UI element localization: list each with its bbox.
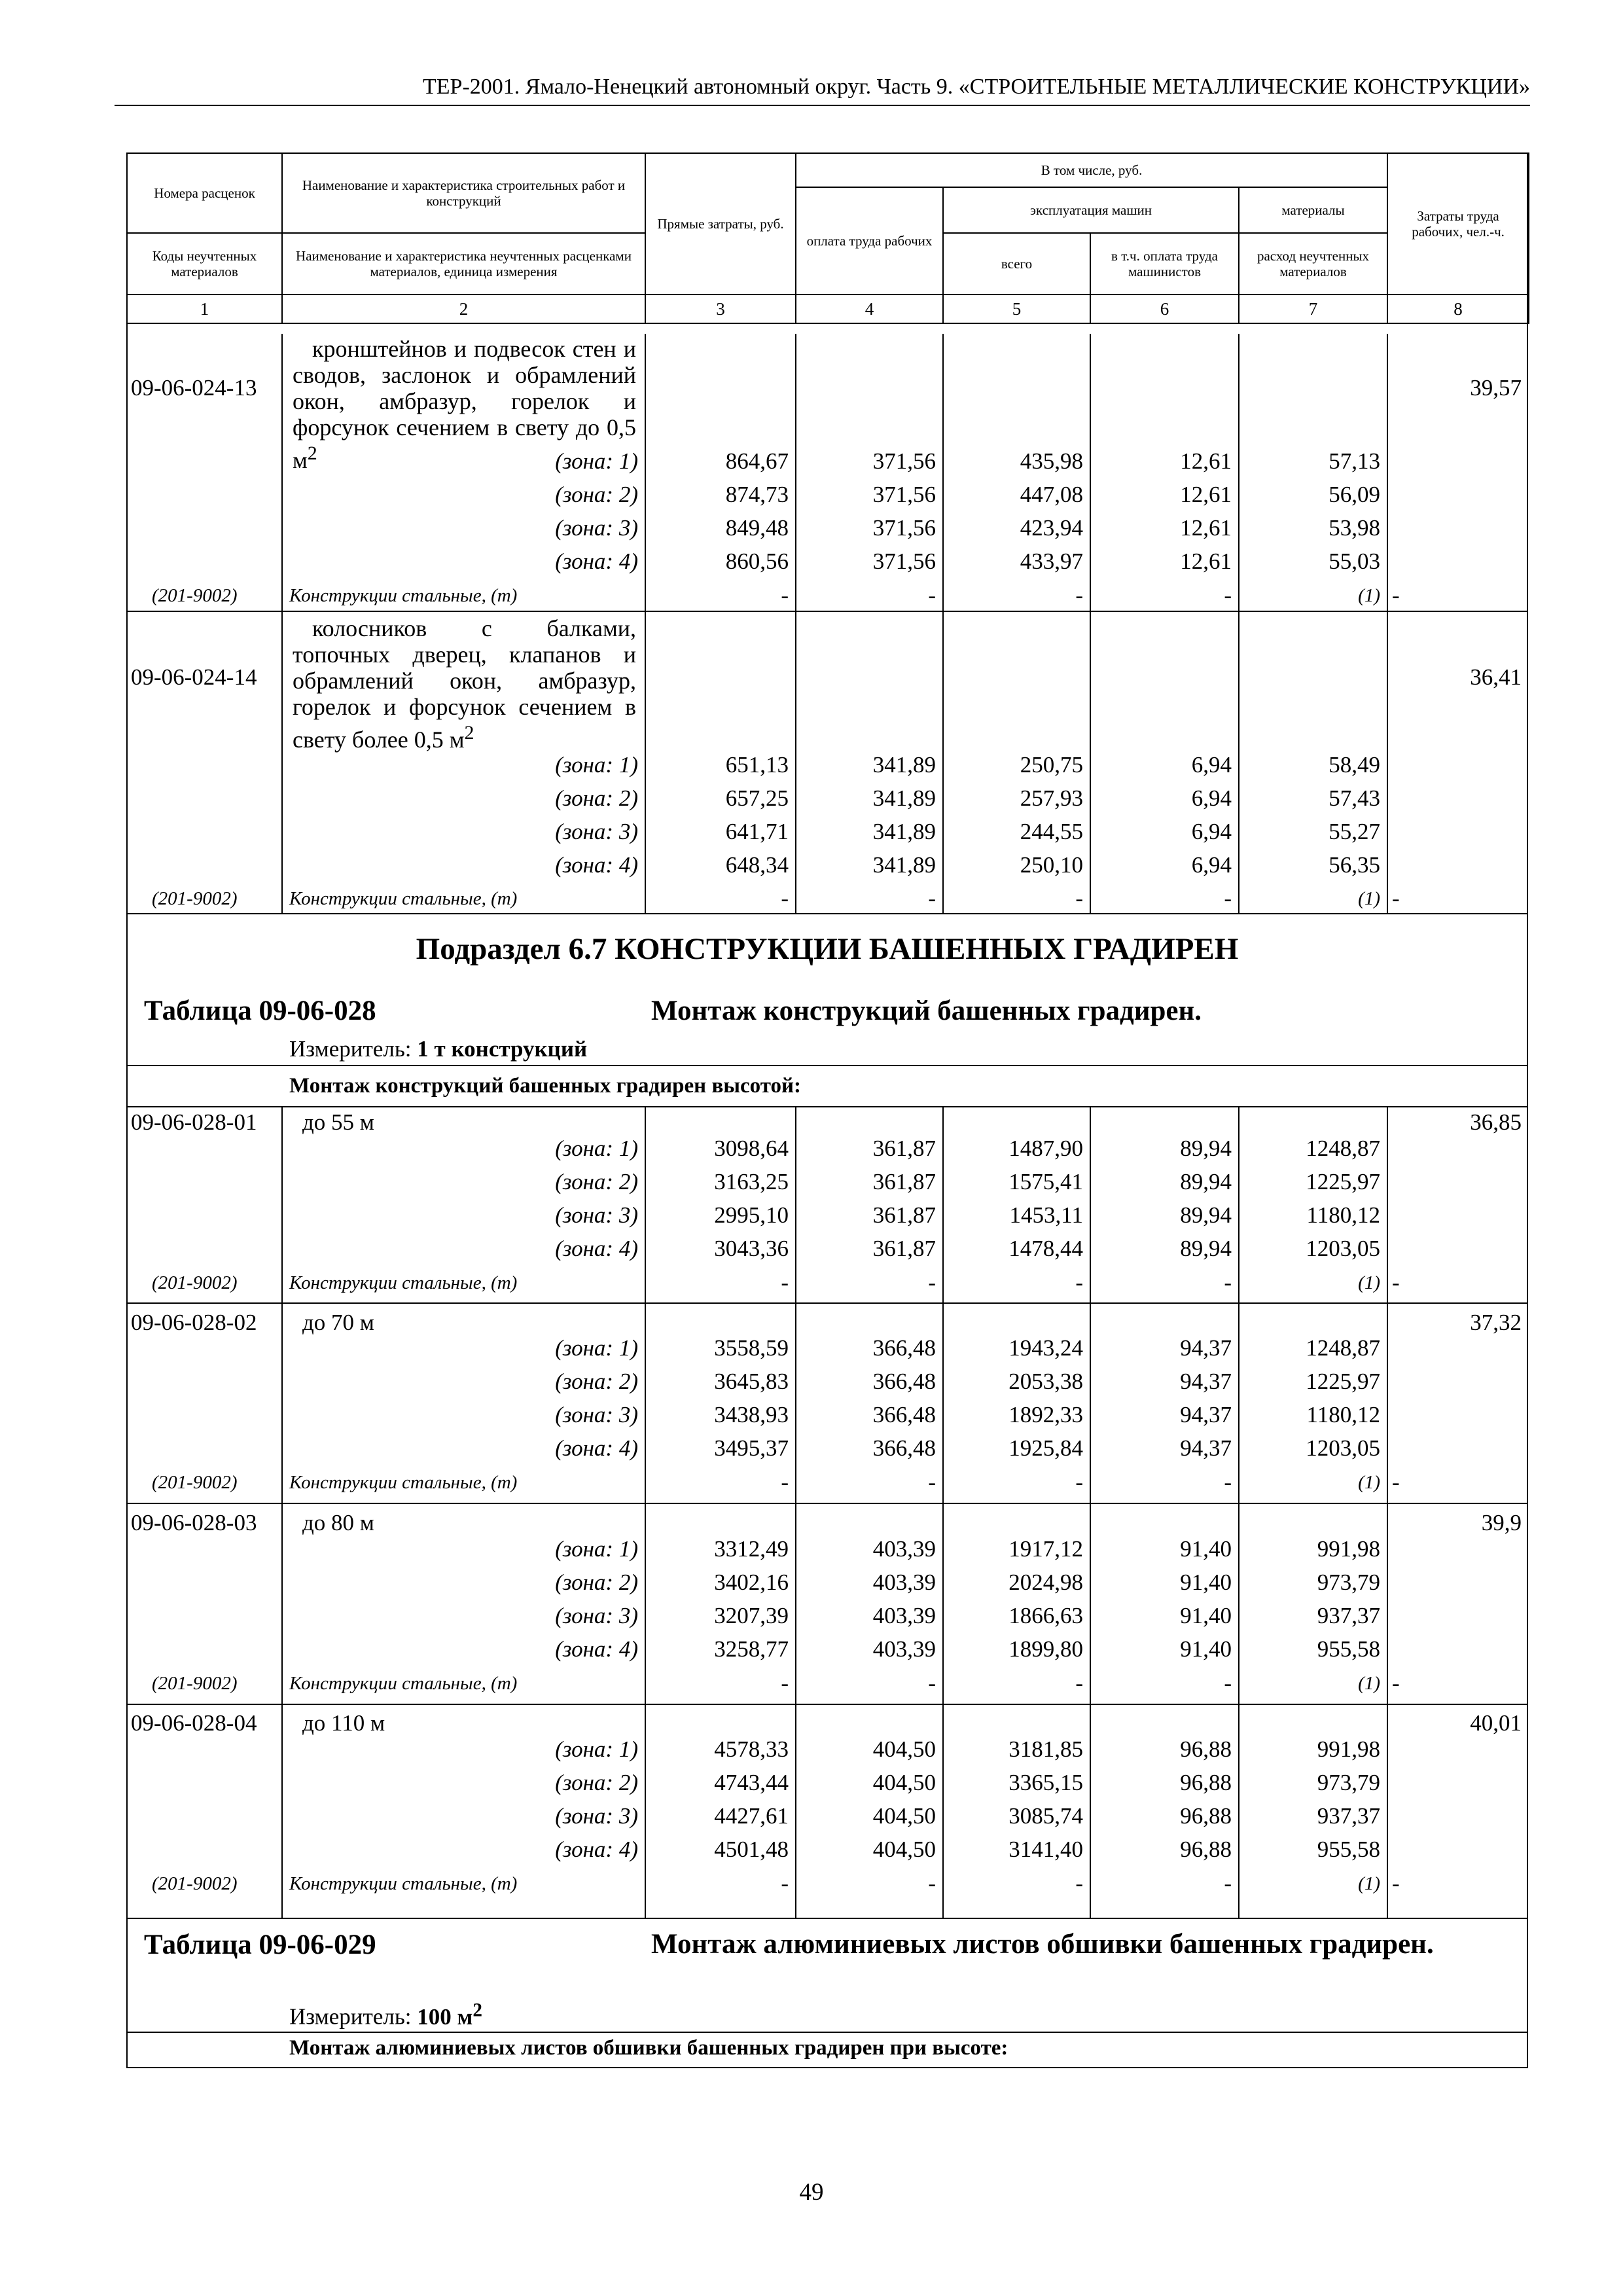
zone-value-c5: 423,94 bbox=[1020, 515, 1083, 541]
table-28-section-label: Монтаж конструкций башенных градирен высотой: bbox=[289, 1074, 802, 1098]
zone-label: (зона: 4) bbox=[555, 548, 638, 574]
zone-label: (зона: 4) bbox=[555, 852, 638, 878]
zone-value-c6: 6,94 bbox=[1191, 752, 1232, 778]
table-29-description: Монтаж алюминиевых листов обшивки башенных градирен. bbox=[651, 1929, 1434, 1960]
zone-value-c5: 3141,40 bbox=[1008, 1837, 1083, 1862]
grid-line bbox=[281, 334, 283, 913]
zone-value-c7: 1248,87 bbox=[1306, 1335, 1380, 1361]
material-code: (201-9002) bbox=[152, 1272, 238, 1293]
zone-value-c5: 1943,24 bbox=[1008, 1335, 1083, 1361]
dash: - bbox=[928, 886, 936, 911]
zone-value-c3: 864,67 bbox=[725, 448, 789, 474]
rate-name: до 110 м bbox=[302, 1710, 385, 1736]
header-direct-costs: Прямые затраты, руб. bbox=[645, 153, 796, 295]
zone-label: (зона: 4) bbox=[555, 1837, 638, 1862]
header-operator-pay: в т.ч. оплата труда машинистов bbox=[1090, 233, 1239, 295]
zone-value-c5: 1575,41 bbox=[1008, 1169, 1083, 1194]
zone-value-c4: 361,87 bbox=[872, 1236, 936, 1261]
header-including: В том числе, руб. bbox=[796, 153, 1387, 187]
zone-value-c3: 641,71 bbox=[725, 819, 789, 844]
zone-value-c4: 361,87 bbox=[872, 1136, 936, 1161]
material-name: Конструкции стальные, (т) bbox=[289, 1673, 518, 1694]
dash: - bbox=[1392, 1871, 1400, 1896]
zone-value-c6: 91,40 bbox=[1180, 1536, 1232, 1562]
zone-value-c3: 651,13 bbox=[725, 752, 789, 778]
header-labor: Затраты труда рабочих, чел.-ч. bbox=[1387, 153, 1529, 295]
zone-value-c4: 366,48 bbox=[872, 1335, 936, 1361]
zone-label: (зона: 3) bbox=[555, 1603, 638, 1628]
zone-value-c4: 403,39 bbox=[872, 1636, 936, 1662]
material-qty: (1) bbox=[1358, 585, 1380, 606]
zone-value-c5: 1892,33 bbox=[1008, 1402, 1083, 1427]
dash: - bbox=[781, 1871, 789, 1896]
material-name: Конструкции стальные, (т) bbox=[289, 585, 518, 606]
grid-line bbox=[795, 1106, 796, 1918]
row-divider bbox=[126, 1302, 1528, 1304]
zone-value-c3: 4427,61 bbox=[714, 1803, 789, 1829]
zone-value-c7: 1203,05 bbox=[1306, 1435, 1380, 1461]
zone-value-c6: 6,94 bbox=[1191, 819, 1232, 844]
dash: - bbox=[1224, 1871, 1232, 1896]
zone-value-c7: 1225,97 bbox=[1306, 1369, 1380, 1394]
zone-value-c3: 3495,37 bbox=[714, 1435, 789, 1461]
page-number: 49 bbox=[799, 2179, 824, 2206]
dash: - bbox=[1392, 1270, 1400, 1295]
zone-label: (зона: 2) bbox=[555, 785, 638, 811]
grid-line bbox=[1387, 334, 1388, 913]
zone-value-c7: 955,58 bbox=[1317, 1636, 1380, 1662]
header-worker-pay: оплата труда рабочих bbox=[796, 187, 943, 295]
zone-value-c5: 250,75 bbox=[1020, 752, 1083, 778]
grid-line bbox=[942, 334, 944, 913]
zone-value-c6: 12,61 bbox=[1180, 482, 1232, 507]
rate-name: до 55 м bbox=[302, 1109, 374, 1135]
header-material-codes: Коды неучтенных материалов bbox=[127, 233, 282, 295]
labor-cost: 37,32 bbox=[1470, 1310, 1522, 1335]
zone-value-c4: 404,50 bbox=[872, 1736, 936, 1762]
dash: - bbox=[1392, 1469, 1400, 1495]
zone-value-c3: 3645,83 bbox=[714, 1369, 789, 1394]
dash: - bbox=[781, 583, 789, 608]
grid-line bbox=[1238, 1106, 1240, 1918]
zone-value-c7: 1180,12 bbox=[1306, 1402, 1380, 1427]
dash: - bbox=[928, 1270, 936, 1295]
zone-value-c4: 403,39 bbox=[872, 1603, 936, 1628]
col-num: 7 bbox=[1239, 295, 1387, 323]
dash: - bbox=[1075, 1871, 1083, 1896]
zone-value-c5: 2053,38 bbox=[1008, 1369, 1083, 1394]
zone-value-c3: 3402,16 bbox=[714, 1570, 789, 1595]
grid-line bbox=[1238, 334, 1240, 913]
zone-value-c7: 937,37 bbox=[1317, 1603, 1380, 1628]
zone-value-c3: 3043,36 bbox=[714, 1236, 789, 1261]
row-divider bbox=[126, 1503, 1528, 1504]
zone-value-c5: 3365,15 bbox=[1008, 1770, 1083, 1795]
zone-value-c6: 96,88 bbox=[1180, 1736, 1232, 1762]
zone-label: (зона: 2) bbox=[555, 482, 638, 507]
zone-value-c4: 371,56 bbox=[872, 482, 936, 507]
col-num: 1 bbox=[127, 295, 282, 323]
header-machines: эксплуатация машин bbox=[943, 187, 1239, 233]
zone-label: (зона: 3) bbox=[555, 1803, 638, 1829]
grid-line bbox=[1387, 1106, 1388, 1918]
dash: - bbox=[781, 1670, 789, 1696]
zone-value-c7: 1180,12 bbox=[1306, 1202, 1380, 1228]
zone-value-c3: 4743,44 bbox=[714, 1770, 789, 1795]
zone-value-c6: 89,94 bbox=[1180, 1169, 1232, 1194]
zone-value-c3: 3558,59 bbox=[714, 1335, 789, 1361]
rate-code: 09-06-028-02 bbox=[131, 1310, 257, 1335]
dash: - bbox=[928, 583, 936, 608]
zone-value-c6: 96,88 bbox=[1180, 1837, 1232, 1862]
zone-value-c3: 3312,49 bbox=[714, 1536, 789, 1562]
zone-value-c7: 1248,87 bbox=[1306, 1136, 1380, 1161]
rate-name: до 70 м bbox=[302, 1310, 374, 1335]
zone-value-c6: 94,37 bbox=[1180, 1402, 1232, 1427]
zone-value-c5: 433,97 bbox=[1020, 548, 1083, 574]
zone-value-c6: 89,94 bbox=[1180, 1136, 1232, 1161]
zone-value-c5: 435,98 bbox=[1020, 448, 1083, 474]
zone-label: (зона: 4) bbox=[555, 1236, 638, 1261]
zone-value-c3: 3207,39 bbox=[714, 1603, 789, 1628]
zone-value-c3: 874,73 bbox=[725, 482, 789, 507]
labor-cost: 39,57 bbox=[1470, 375, 1522, 401]
table-header bbox=[126, 152, 1529, 324]
zone-value-c6: 94,37 bbox=[1180, 1335, 1232, 1361]
zone-value-c3: 3098,64 bbox=[714, 1136, 789, 1161]
material-qty: (1) bbox=[1358, 1472, 1380, 1493]
zone-value-c5: 1899,80 bbox=[1008, 1636, 1083, 1662]
zone-value-c6: 6,94 bbox=[1191, 785, 1232, 811]
zone-label: (зона: 3) bbox=[555, 819, 638, 844]
zone-value-c5: 1487,90 bbox=[1008, 1136, 1083, 1161]
zone-value-c3: 849,48 bbox=[725, 515, 789, 541]
zone-value-c7: 937,37 bbox=[1317, 1803, 1380, 1829]
zone-value-c6: 94,37 bbox=[1180, 1435, 1232, 1461]
col-num: 5 bbox=[943, 295, 1090, 323]
header-material-usage: расход неучтенных материалов bbox=[1239, 233, 1387, 295]
zone-value-c4: 404,50 bbox=[872, 1837, 936, 1862]
dash: - bbox=[928, 1871, 936, 1896]
subsection-title: Подраздел 6.7 КОНСТРУКЦИИ БАШЕННЫХ ГРАДИРЕН bbox=[416, 932, 1239, 966]
header-machines-total: всего bbox=[943, 233, 1090, 295]
labor-cost: 36,41 bbox=[1470, 664, 1522, 690]
zone-value-c4: 341,89 bbox=[872, 819, 936, 844]
zone-value-c7: 56,09 bbox=[1329, 482, 1380, 507]
dash: - bbox=[1392, 886, 1400, 911]
zone-value-c5: 1453,11 bbox=[1009, 1202, 1083, 1228]
labor-cost: 36,85 bbox=[1470, 1109, 1522, 1135]
rate-description: колосников с балками, топочных дверец, клапанов и обрамлений окон, амбразур, горелок и форсунок сечением в свету более 0,5 $м^2$ bbox=[293, 615, 636, 753]
zone-value-c6: 12,61 bbox=[1180, 448, 1232, 474]
zone-value-c7: 53,98 bbox=[1329, 515, 1380, 541]
zone-label: (зона: 2) bbox=[555, 1369, 638, 1394]
dash: - bbox=[1224, 886, 1232, 911]
zone-value-c4: 371,56 bbox=[872, 548, 936, 574]
zone-value-c3: 3438,93 bbox=[714, 1402, 789, 1427]
rate-code: 09-06-028-04 bbox=[131, 1710, 257, 1736]
grid-line bbox=[795, 334, 796, 913]
header-material-names: Наименование и характеристика неучтенных расценками материалов, единица измерения bbox=[282, 233, 645, 295]
zone-value-c7: 57,43 bbox=[1329, 785, 1380, 811]
dash: - bbox=[1224, 1469, 1232, 1495]
rate-code: 09-06-028-03 bbox=[131, 1510, 257, 1535]
zone-label: (зона: 1) bbox=[555, 448, 638, 474]
zone-value-c5: 447,08 bbox=[1020, 482, 1083, 507]
zone-value-c3: 657,25 bbox=[725, 785, 789, 811]
material-name: Конструкции стальные, (т) bbox=[289, 1472, 518, 1493]
zone-value-c5: 1478,44 bbox=[1008, 1236, 1083, 1261]
zone-value-c6: 89,94 bbox=[1180, 1236, 1232, 1261]
zone-value-c7: 56,35 bbox=[1329, 852, 1380, 878]
zone-value-c7: 1203,05 bbox=[1306, 1236, 1380, 1261]
dash: - bbox=[781, 1270, 789, 1295]
col-num: 3 bbox=[645, 295, 796, 323]
zone-value-c4: 371,56 bbox=[872, 448, 936, 474]
zone-value-c5: 1925,84 bbox=[1008, 1435, 1083, 1461]
zone-value-c5: 1866,63 bbox=[1008, 1603, 1083, 1628]
grid-line bbox=[281, 1106, 283, 1918]
zone-value-c3: 4578,33 bbox=[714, 1736, 789, 1762]
rate-description: кронштейнов и подвесок стен и сводов, заслонок и обрамлений окон, амбразур, горелок и форсунок сечением в свету до 0,5 $м^2$ bbox=[293, 336, 636, 473]
zone-label: (зона: 4) bbox=[555, 1636, 638, 1662]
zone-value-c4: 361,87 bbox=[872, 1169, 936, 1194]
dash: - bbox=[1224, 583, 1232, 608]
zone-value-c4: 366,48 bbox=[872, 1435, 936, 1461]
zone-value-c6: 91,40 bbox=[1180, 1636, 1232, 1662]
zone-value-c6: 91,40 bbox=[1180, 1603, 1232, 1628]
zone-value-c3: 3163,25 bbox=[714, 1169, 789, 1194]
zone-label: (зона: 1) bbox=[555, 1335, 638, 1361]
zone-value-c6: 89,94 bbox=[1180, 1202, 1232, 1228]
zone-value-c4: 404,50 bbox=[872, 1803, 936, 1829]
table-29-title: Таблица 09-06-029 bbox=[144, 1929, 376, 1960]
zone-value-c4: 366,48 bbox=[872, 1369, 936, 1394]
zone-value-c5: 244,55 bbox=[1020, 819, 1083, 844]
zone-value-c6: 96,88 bbox=[1180, 1803, 1232, 1829]
zone-value-c5: 1917,12 bbox=[1008, 1536, 1083, 1562]
dash: - bbox=[1075, 1469, 1083, 1495]
col-num: 2 bbox=[282, 295, 645, 323]
zone-label: (зона: 3) bbox=[555, 515, 638, 541]
dash: - bbox=[1224, 1270, 1232, 1295]
zone-label: (зона: 2) bbox=[555, 1570, 638, 1595]
material-qty: (1) bbox=[1358, 1272, 1380, 1293]
dash: - bbox=[1392, 1670, 1400, 1696]
material-code: (201-9002) bbox=[152, 1873, 238, 1894]
material-code: (201-9002) bbox=[152, 1472, 238, 1493]
labor-cost: 40,01 bbox=[1470, 1710, 1522, 1736]
zone-value-c7: 955,58 bbox=[1317, 1837, 1380, 1862]
material-qty: (1) bbox=[1358, 1673, 1380, 1694]
zone-value-c5: 257,93 bbox=[1020, 785, 1083, 811]
zone-value-c4: 366,48 bbox=[872, 1402, 936, 1427]
rate-code: 09-06-024-13 bbox=[131, 375, 257, 401]
zone-value-c7: 991,98 bbox=[1317, 1736, 1380, 1762]
grid-line bbox=[1090, 334, 1091, 913]
zone-value-c7: 55,03 bbox=[1329, 548, 1380, 574]
zone-value-c7: 973,79 bbox=[1317, 1570, 1380, 1595]
zone-value-c4: 403,39 bbox=[872, 1570, 936, 1595]
table-28-description: Монтаж конструкций башенных градирен. bbox=[651, 996, 1202, 1026]
col-num: 6 bbox=[1090, 295, 1239, 323]
zone-value-c4: 341,89 bbox=[872, 785, 936, 811]
zone-value-c5: 3181,85 bbox=[1008, 1736, 1083, 1762]
dash: - bbox=[928, 1670, 936, 1696]
zone-value-c7: 1225,97 bbox=[1306, 1169, 1380, 1194]
table-28-title: Таблица 09-06-028 bbox=[144, 996, 376, 1026]
zone-label: (зона: 1) bbox=[555, 752, 638, 778]
grid-line bbox=[645, 1106, 646, 1918]
zone-value-c3: 4501,48 bbox=[714, 1837, 789, 1862]
zone-value-c4: 341,89 bbox=[872, 752, 936, 778]
zone-label: (зона: 1) bbox=[555, 1536, 638, 1562]
rate-code: 09-06-024-14 bbox=[131, 664, 257, 690]
dash: - bbox=[1392, 583, 1400, 608]
dash: - bbox=[781, 886, 789, 911]
zone-value-c6: 96,88 bbox=[1180, 1770, 1232, 1795]
material-code: (201-9002) bbox=[152, 888, 238, 909]
material-code: (201-9002) bbox=[152, 1673, 238, 1694]
dash: - bbox=[1075, 1670, 1083, 1696]
table-29-section-label: Монтаж алюминиевых листов обшивки башенных градирен при высоте: bbox=[289, 2036, 1008, 2060]
header-materials: материалы bbox=[1239, 187, 1387, 233]
dash: - bbox=[1224, 1670, 1232, 1696]
table-29-measure: Измеритель: 100 $м^2$ bbox=[289, 2000, 482, 2030]
dash: - bbox=[1075, 583, 1083, 608]
material-qty: (1) bbox=[1358, 1873, 1380, 1894]
zone-value-c6: 94,37 bbox=[1180, 1369, 1232, 1394]
zone-value-c4: 361,87 bbox=[872, 1202, 936, 1228]
zone-value-c6: 12,61 bbox=[1180, 548, 1232, 574]
grid-line bbox=[942, 1106, 944, 1918]
zone-value-c3: 648,34 bbox=[725, 852, 789, 878]
zone-value-c5: 250,10 bbox=[1020, 852, 1083, 878]
labor-cost: 39,9 bbox=[1481, 1510, 1522, 1535]
zone-value-c7: 58,49 bbox=[1329, 752, 1380, 778]
zone-label: (зона: 2) bbox=[555, 1770, 638, 1795]
zone-value-c6: 6,94 bbox=[1191, 852, 1232, 878]
zone-value-c4: 371,56 bbox=[872, 515, 936, 541]
rate-code: 09-06-028-01 bbox=[131, 1109, 257, 1135]
zone-label: (зона: 4) bbox=[555, 1435, 638, 1461]
material-qty: (1) bbox=[1358, 888, 1380, 909]
zone-value-c7: 55,27 bbox=[1329, 819, 1380, 844]
row-divider bbox=[126, 1704, 1528, 1705]
header-work-name: Наименование и характеристика строительных работ и конструкций bbox=[282, 153, 645, 233]
zone-label: (зона: 3) bbox=[555, 1202, 638, 1228]
col-num: 8 bbox=[1387, 295, 1529, 323]
zone-value-c4: 341,89 bbox=[872, 852, 936, 878]
zone-value-c4: 404,50 bbox=[872, 1770, 936, 1795]
zone-value-c4: 403,39 bbox=[872, 1536, 936, 1562]
dash: - bbox=[1075, 1270, 1083, 1295]
zone-value-c3: 2995,10 bbox=[714, 1202, 789, 1228]
zone-label: (зона: 2) bbox=[555, 1169, 638, 1194]
col-num: 4 bbox=[796, 295, 943, 323]
zone-value-c7: 991,98 bbox=[1317, 1536, 1380, 1562]
zone-value-c5: 2024,98 bbox=[1008, 1570, 1083, 1595]
zone-value-c7: 57,13 bbox=[1329, 448, 1380, 474]
zone-value-c3: 3258,77 bbox=[714, 1636, 789, 1662]
zone-value-c5: 3085,74 bbox=[1008, 1803, 1083, 1829]
material-name: Конструкции стальные, (т) bbox=[289, 1272, 518, 1293]
material-name: Конструкции стальные, (т) bbox=[289, 888, 518, 909]
header-rate-numbers: Номера расценок bbox=[127, 153, 282, 233]
dash: - bbox=[928, 1469, 936, 1495]
zone-value-c6: 12,61 bbox=[1180, 515, 1232, 541]
zone-label: (зона: 1) bbox=[555, 1136, 638, 1161]
row-divider bbox=[126, 1918, 1528, 1919]
table-28-measure: Измеритель: 1 т конструкций bbox=[289, 1036, 588, 1062]
zone-label: (зона: 1) bbox=[555, 1736, 638, 1762]
zone-value-c6: 91,40 bbox=[1180, 1570, 1232, 1595]
grid-line bbox=[1090, 1106, 1091, 1918]
material-code: (201-9002) bbox=[152, 585, 238, 606]
zone-value-c3: 860,56 bbox=[725, 548, 789, 574]
dash: - bbox=[781, 1469, 789, 1495]
dash: - bbox=[1075, 886, 1083, 911]
grid-line bbox=[645, 334, 646, 913]
page-header: ТЕР-2001. Ямало-Ненецкий автономный округ. Часть 9. «СТРОИТЕЛЬНЫЕ МЕТАЛЛИЧЕСКИЕ КОНСТРУКЦИИ» bbox=[115, 71, 1530, 106]
zone-value-c7: 973,79 bbox=[1317, 1770, 1380, 1795]
zone-label: (зона: 3) bbox=[555, 1402, 638, 1427]
material-name: Конструкции стальные, (т) bbox=[289, 1873, 518, 1894]
rate-name: до 80 м bbox=[302, 1510, 374, 1535]
